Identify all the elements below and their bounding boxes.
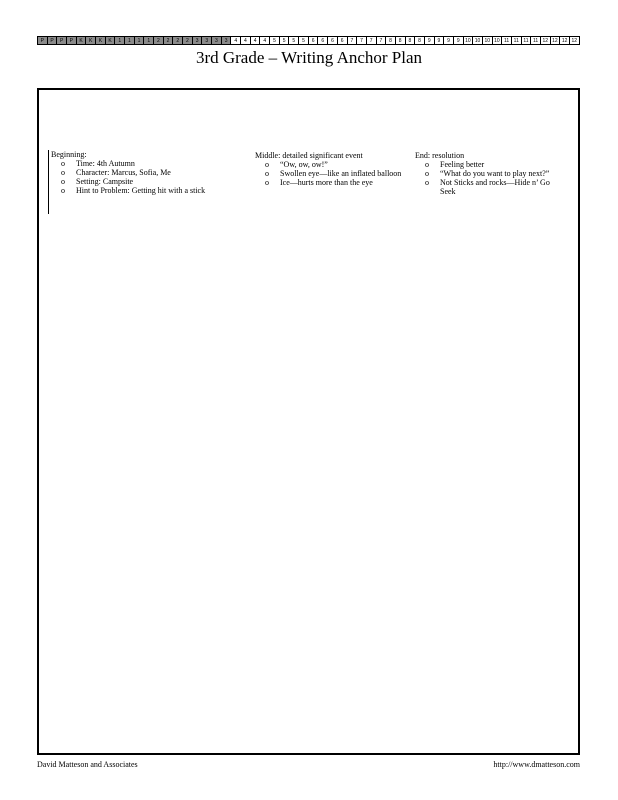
grade-cell: 9 bbox=[435, 37, 445, 44]
grade-cell: 3 bbox=[222, 37, 232, 44]
grade-cell: P bbox=[67, 37, 77, 44]
bullet-icon: o bbox=[61, 168, 65, 177]
grade-cell: 7 bbox=[348, 37, 358, 44]
list-item: o Setting: Campsite bbox=[61, 177, 134, 186]
grade-cell: 3 bbox=[193, 37, 203, 44]
grade-cell: 9 bbox=[454, 37, 464, 44]
grade-cell: 8 bbox=[396, 37, 406, 44]
bullet-icon: o bbox=[425, 169, 429, 178]
end-heading: End: resolution bbox=[415, 151, 465, 160]
grade-cell: 11 bbox=[531, 37, 541, 44]
bullet-icon: o bbox=[425, 160, 429, 169]
grade-cell: 1 bbox=[144, 37, 154, 44]
grade-cell: 1 bbox=[135, 37, 145, 44]
footer-url: http://www.dmatteson.com bbox=[493, 760, 580, 769]
list-item: o Time: 4th Autumn bbox=[61, 159, 135, 168]
middle-list bbox=[255, 160, 405, 187]
grade-cell: 5 bbox=[270, 37, 280, 44]
grade-cell: K bbox=[96, 37, 106, 44]
grade-cell: 1 bbox=[115, 37, 125, 44]
grade-cell: 2 bbox=[164, 37, 174, 44]
grade-cell: K bbox=[106, 37, 116, 44]
bullet-icon: o bbox=[265, 178, 269, 187]
bullet-icon: o bbox=[265, 169, 269, 178]
grade-cell: 12 bbox=[560, 37, 570, 44]
grade-cell: 7 bbox=[357, 37, 367, 44]
bullet-icon: o bbox=[61, 186, 65, 195]
list-item: o Hint to Problem: Getting hit with a stick bbox=[61, 186, 206, 195]
grade-cell: 4 bbox=[241, 37, 251, 44]
grade-cell: 12 bbox=[541, 37, 551, 44]
bullet-icon: o bbox=[61, 159, 65, 168]
grade-cell: 1 bbox=[125, 37, 135, 44]
grade-cell: 10 bbox=[464, 37, 474, 44]
grade-cell: 10 bbox=[483, 37, 493, 44]
bullet-icon: o bbox=[265, 160, 269, 169]
grade-cell: P bbox=[48, 37, 58, 44]
grade-cell: 6 bbox=[309, 37, 319, 44]
grade-cell: 5 bbox=[289, 37, 299, 44]
grade-cell: 2 bbox=[154, 37, 164, 44]
grade-cell: 2 bbox=[183, 37, 193, 44]
anchor-plan-frame bbox=[37, 88, 580, 755]
page-title: 3rd Grade – Writing Anchor Plan bbox=[195, 48, 423, 67]
grade-cell: 4 bbox=[260, 37, 270, 44]
grade-cell: P bbox=[57, 37, 67, 44]
list-item: o Character: Marcus, Sofia, Me bbox=[61, 168, 171, 177]
grade-cell: 7 bbox=[367, 37, 377, 44]
list-item: o “Ow, ow, ow!” bbox=[265, 160, 328, 169]
end-list bbox=[415, 160, 565, 196]
grade-cell: K bbox=[77, 37, 87, 44]
middle-heading: Middle: detailed significant event bbox=[255, 151, 363, 160]
footer-author: David Matteson and Associates bbox=[37, 760, 138, 769]
grade-cell: 12 bbox=[571, 38, 578, 44]
grade-cell: 6 bbox=[328, 37, 338, 44]
grade-cell: 12 bbox=[551, 37, 561, 44]
grade-cell: P bbox=[38, 37, 48, 44]
grade-cell: 11 bbox=[522, 37, 532, 44]
list-item: o Swollen eye—like an inflated balloon bbox=[265, 169, 402, 178]
grade-cell: 5 bbox=[280, 37, 290, 44]
beginning-section bbox=[48, 150, 251, 214]
grade-cell: 7 bbox=[377, 37, 387, 44]
grade-cell: K bbox=[86, 37, 96, 44]
grade-level-strip bbox=[37, 36, 580, 45]
grade-cell: 4 bbox=[251, 37, 261, 44]
list-item: o Feeling better bbox=[425, 160, 485, 169]
bullet-icon: o bbox=[425, 178, 429, 187]
grade-cell: 9 bbox=[444, 37, 454, 44]
grade-cell: 11 bbox=[512, 37, 522, 44]
grade-cell: 9 bbox=[425, 37, 435, 44]
grade-cell: 6 bbox=[318, 37, 328, 44]
grade-cell: 8 bbox=[406, 37, 416, 44]
grade-cell: 5 bbox=[299, 37, 309, 44]
grade-cell: 8 bbox=[386, 37, 396, 44]
middle-section bbox=[255, 151, 405, 187]
grade-cell: 10 bbox=[493, 37, 503, 44]
beginning-heading: Beginning: bbox=[51, 150, 87, 159]
grade-cell: 8 bbox=[415, 37, 425, 44]
grade-cell: 6 bbox=[338, 37, 348, 44]
list-item: o “What do you want to play next?” bbox=[425, 169, 550, 178]
grade-cell: 2 bbox=[173, 37, 183, 44]
list-item: o Ice—hurts more than the eye bbox=[265, 178, 373, 187]
grade-cell: 3 bbox=[212, 37, 222, 44]
beginning-list bbox=[51, 159, 251, 195]
end-section bbox=[415, 151, 565, 196]
grade-cell: 3 bbox=[202, 37, 212, 44]
grade-cell: 10 bbox=[473, 37, 483, 44]
bullet-icon: o bbox=[61, 177, 65, 186]
grade-cell: 11 bbox=[502, 37, 512, 44]
list-item: o Not Sticks and rocks—Hide n’ Go Seek bbox=[425, 178, 550, 196]
grade-cell: 4 bbox=[231, 37, 241, 44]
